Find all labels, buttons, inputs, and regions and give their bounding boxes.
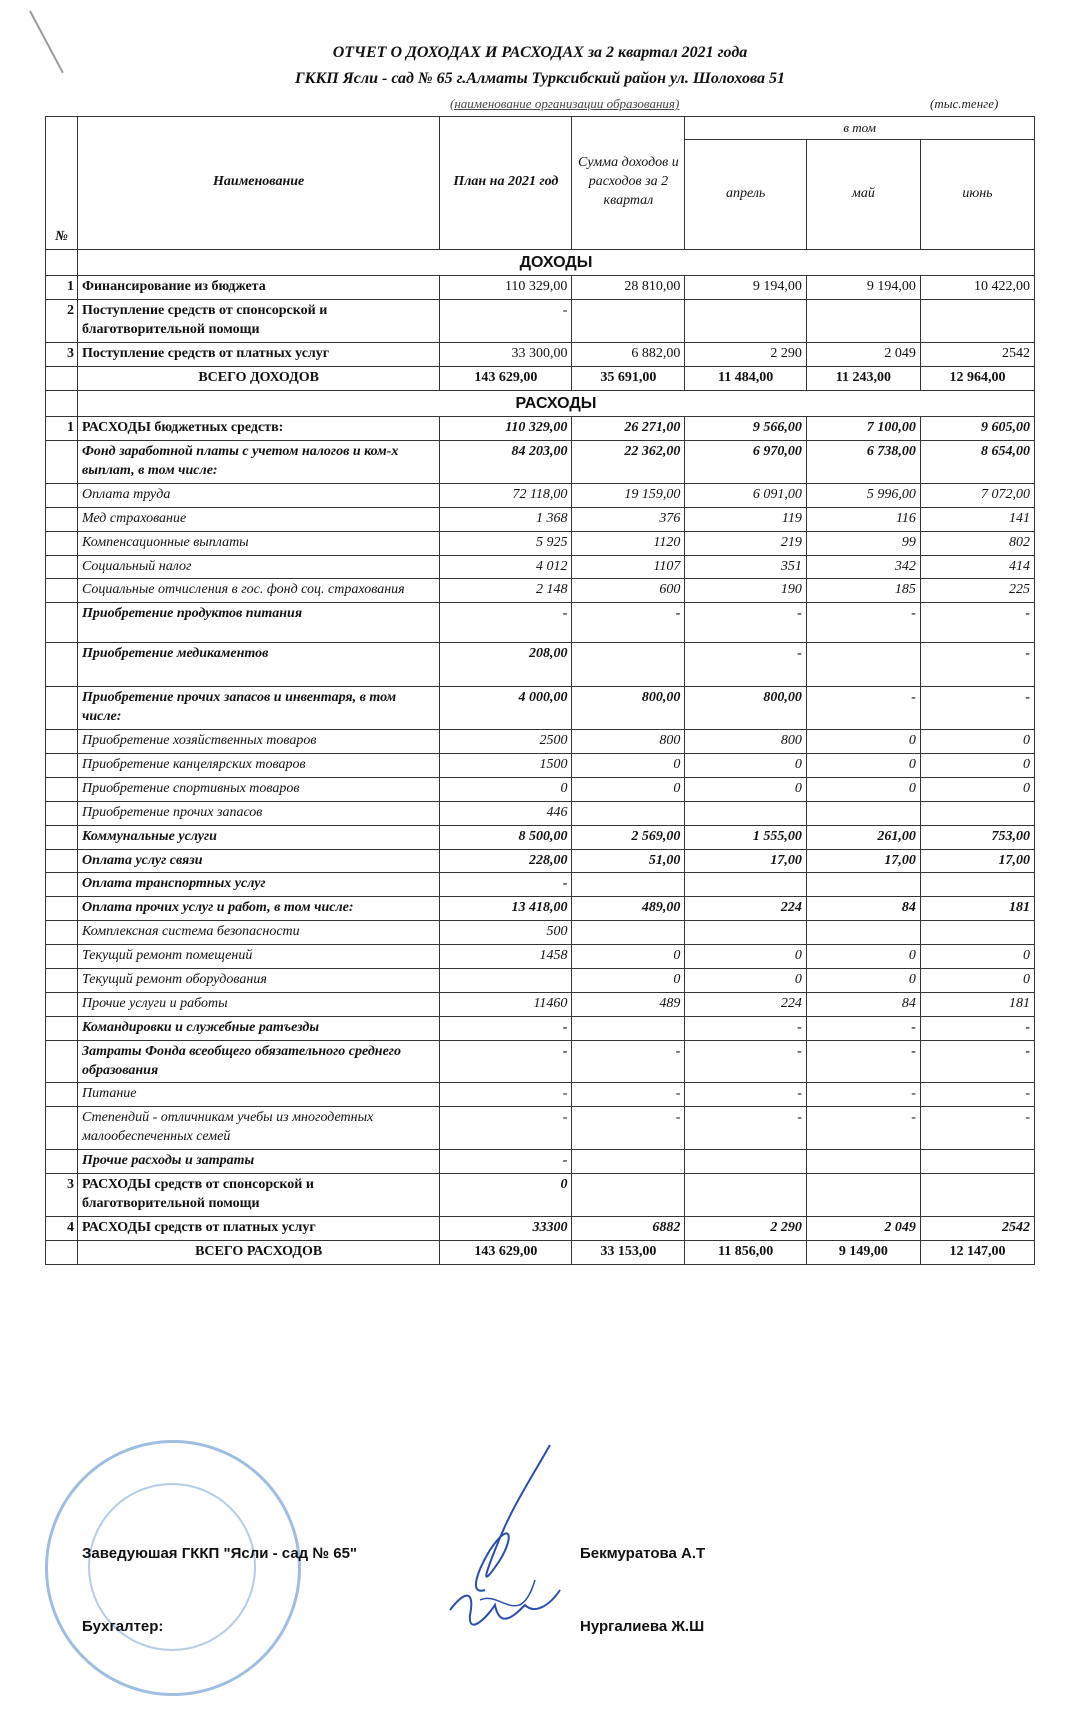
row-number [46,897,78,921]
cell-jun: - [920,687,1034,730]
row-number [46,921,78,945]
cell-jun: 8 654,00 [920,441,1034,484]
cell-may: 185 [806,579,920,603]
row-number [46,643,78,687]
row-number [46,441,78,484]
row-name: Прочие услуги и работы [77,992,439,1016]
cell-plan: 33300 [440,1216,572,1240]
cell-apr: - [685,603,806,643]
row-number [46,579,78,603]
official-stamp [45,1440,301,1696]
cell-sum: 6882 [572,1216,685,1240]
table-row [46,643,1035,687]
row-number: 3 [46,1174,78,1217]
row-number: 1 [46,417,78,441]
table-row [46,1016,1035,1040]
cell-plan: - [440,1016,572,1040]
cell-jun: 225 [920,579,1034,603]
row-number [46,1040,78,1083]
table-row [46,531,1035,555]
cell-apr: 1 555,00 [685,825,806,849]
col-header-incl: в том [685,117,1035,140]
cell-jun: 0 [920,753,1034,777]
cell-may [806,921,920,945]
row-number [46,687,78,730]
cell-sum [572,300,685,343]
table-row [46,300,1035,343]
cell-plan: 5 925 [440,531,572,555]
row-name: Приобретение продуктов питания [77,603,439,643]
cell-may [806,300,920,343]
table-row [46,730,1035,754]
cell-plan [440,969,572,993]
table-row [46,1107,1035,1150]
cell-jun: - [920,1083,1034,1107]
row-name: Текущий ремонт оборудования [77,969,439,993]
table-row [46,276,1035,300]
report-table [45,116,1035,1265]
col-header-june: июнь [920,139,1034,249]
cell-may: 0 [806,777,920,801]
cell-may: 261,00 [806,825,920,849]
total-label: ВСЕГО ДОХОДОВ [77,366,439,390]
row-name: Социальные отчисления в гос. фонд соц. страхования [77,579,439,603]
cell-apr: 0 [685,969,806,993]
cell-jun: 802 [920,531,1034,555]
blank-cell [46,249,78,276]
table-row [46,849,1035,873]
row-number [46,873,78,897]
col-header-no: № [46,117,78,250]
row-number [46,753,78,777]
cell-sum: 0 [572,777,685,801]
table-row [46,945,1035,969]
row-name: Командировки и служебные ратъезды [77,1016,439,1040]
table-row [46,603,1035,643]
accountant-name: Нургалиева Ж.Ш [580,1618,705,1635]
row-name: Коммунальные услуги [77,825,439,849]
row-name: Приобретение прочих запасов и инвентаря, в том числе: [77,687,439,730]
cell-plan: 33 300,00 [440,342,572,366]
blank-cell [46,366,78,390]
cell-sum: 600 [572,579,685,603]
cell-may: 5 996,00 [806,483,920,507]
row-name: РАСХОДЫ бюджетных средств: [77,417,439,441]
cell-may: - [806,1107,920,1150]
col-header-may: май [806,139,920,249]
cell-apr: - [685,1083,806,1107]
total-plan: 143 629,00 [440,1240,572,1264]
cell-apr: 219 [685,531,806,555]
cell-may: 7 100,00 [806,417,920,441]
cell-plan: 13 418,00 [440,897,572,921]
cell-sum [572,873,685,897]
cell-jun: 0 [920,730,1034,754]
row-name: Прочие расходы и затраты [77,1150,439,1174]
table-row [46,342,1035,366]
cell-sum: - [572,1083,685,1107]
cell-may: 17,00 [806,849,920,873]
cell-apr: 224 [685,992,806,1016]
cell-apr [685,300,806,343]
cell-jun: 7 072,00 [920,483,1034,507]
row-number: 4 [46,1216,78,1240]
cell-sum: 6 882,00 [572,342,685,366]
cell-jun: 2542 [920,342,1034,366]
row-name: Финансирование из бюджета [77,276,439,300]
cell-apr: 17,00 [685,849,806,873]
cell-apr [685,801,806,825]
row-name: Приобретение медикаментов [77,643,439,687]
total-sum: 33 153,00 [572,1240,685,1264]
cell-may: 0 [806,753,920,777]
cell-sum: 489,00 [572,897,685,921]
cell-jun: 17,00 [920,849,1034,873]
table-row [46,801,1035,825]
cell-sum [572,1016,685,1040]
row-number [46,1150,78,1174]
blank-cell [46,1240,78,1264]
cell-apr: 0 [685,753,806,777]
cell-apr [685,873,806,897]
cell-plan: 446 [440,801,572,825]
cell-apr: 2 290 [685,1216,806,1240]
cell-jun: 0 [920,777,1034,801]
row-name: Социальный налог [77,555,439,579]
cell-may: 2 049 [806,1216,920,1240]
organization-caption: (наименование организации образования) [450,96,680,111]
section-income: ДОХОДЫ [77,249,1034,276]
cell-plan: 208,00 [440,643,572,687]
row-number [46,825,78,849]
cell-may: - [806,1016,920,1040]
cell-jun: - [920,643,1034,687]
row-number [46,969,78,993]
cell-apr: 119 [685,507,806,531]
cell-may [806,1174,920,1217]
report-title: ОТЧЕТ О ДОХОДАХ И РАСХОДАХ за 2 квартал 2021 года [332,44,748,61]
table-row [46,1150,1035,1174]
table-row [46,555,1035,579]
row-name: Комплексная система безопасности [77,921,439,945]
cell-may: - [806,1040,920,1083]
cell-plan: 0 [440,777,572,801]
cell-plan: 500 [440,921,572,945]
cell-plan: - [440,1040,572,1083]
cell-sum: 0 [572,753,685,777]
row-name: Оплата услуг связи [77,849,439,873]
cell-may: - [806,603,920,643]
row-name: Приобретение канцелярских товаров [77,753,439,777]
cell-may [806,643,920,687]
cell-jun [920,921,1034,945]
cell-jun: 9 605,00 [920,417,1034,441]
cell-sum: - [572,1040,685,1083]
cell-jun: 181 [920,992,1034,1016]
cell-jun [920,801,1034,825]
cell-may: 0 [806,730,920,754]
cell-may [806,1150,920,1174]
cell-jun: 10 422,00 [920,276,1034,300]
cell-may [806,801,920,825]
total-may: 9 149,00 [806,1240,920,1264]
cell-jun: 0 [920,945,1034,969]
cell-plan: 1 368 [440,507,572,531]
row-number [46,777,78,801]
cell-apr [685,1150,806,1174]
cell-apr: 800 [685,730,806,754]
row-name: Поступление средств от платных услуг [77,342,439,366]
cell-sum: 28 810,00 [572,276,685,300]
cell-plan: - [440,873,572,897]
cell-sum: 19 159,00 [572,483,685,507]
cell-plan: 4 012 [440,555,572,579]
cell-sum [572,921,685,945]
cell-apr: 0 [685,945,806,969]
report-table-body [46,249,1035,1264]
row-number: 1 [46,276,78,300]
cell-apr: - [685,1016,806,1040]
cell-apr: 9 566,00 [685,417,806,441]
row-number [46,992,78,1016]
row-number [46,1016,78,1040]
total-sum: 35 691,00 [572,366,685,390]
total-label: ВСЕГО РАСХОДОВ [77,1240,439,1264]
col-header-plan: План на 2021 год [440,117,572,250]
section-expense-row [46,390,1035,417]
cell-apr: 9 194,00 [685,276,806,300]
cell-jun: 2542 [920,1216,1034,1240]
col-header-sum: Сумма доходов и расходов за 2 квартал [572,117,685,250]
cell-jun [920,1174,1034,1217]
total-plan: 143 629,00 [440,366,572,390]
cell-jun: 414 [920,555,1034,579]
row-name: Текущий ремонт помещений [77,945,439,969]
cell-apr: 0 [685,777,806,801]
cell-may: 84 [806,992,920,1016]
cell-plan: 2 148 [440,579,572,603]
cell-jun: 141 [920,507,1034,531]
cell-apr: - [685,643,806,687]
total-jun: 12 964,00 [920,366,1034,390]
cell-apr: 6 091,00 [685,483,806,507]
cell-sum [572,801,685,825]
head-label: Заведуюшая ГККП "Ясли - сад № 65" [82,1545,358,1562]
cell-may: - [806,687,920,730]
cell-sum: 51,00 [572,849,685,873]
row-name: РАСХОДЫ средств от платных услуг [77,1216,439,1240]
table-row [46,897,1035,921]
cell-may: 9 194,00 [806,276,920,300]
cell-apr: - [685,1107,806,1150]
cell-plan: - [440,603,572,643]
cell-sum: 489 [572,992,685,1016]
table-row [46,969,1035,993]
cell-jun [920,300,1034,343]
cell-plan: - [440,1107,572,1150]
table-row [46,873,1035,897]
col-header-name: Наименование [77,117,439,250]
cell-jun [920,873,1034,897]
cell-sum: 0 [572,945,685,969]
cell-apr: 224 [685,897,806,921]
cell-jun: 0 [920,969,1034,993]
row-number [46,483,78,507]
row-name: Затраты Фонда всеобщего обязательного среднего образования [77,1040,439,1083]
cell-may: 116 [806,507,920,531]
cell-apr: 190 [685,579,806,603]
table-row [46,417,1035,441]
cell-sum [572,643,685,687]
cell-jun: - [920,1016,1034,1040]
currency-unit: (тыс.тенге) [930,96,999,111]
cell-jun: 181 [920,897,1034,921]
expense-total-row [46,1240,1035,1264]
row-name: Мед страхование [77,507,439,531]
total-jun: 12 147,00 [920,1240,1034,1264]
cell-apr [685,1174,806,1217]
cell-may: 0 [806,945,920,969]
row-number [46,849,78,873]
income-total-row [46,366,1035,390]
row-number [46,507,78,531]
cell-plan: 110 329,00 [440,276,572,300]
cell-plan: 4 000,00 [440,687,572,730]
cell-sum: 800,00 [572,687,685,730]
cell-plan: 2500 [440,730,572,754]
row-name: Степендий - отличникам учебы из многодетных малообеспеченных семей [77,1107,439,1150]
cell-may [806,873,920,897]
cell-sum: 2 569,00 [572,825,685,849]
row-name: РАСХОДЫ средств от спонсорской и благотворительной помощи [77,1174,439,1217]
cell-sum: 26 271,00 [572,417,685,441]
table-row [46,687,1035,730]
cell-may: 0 [806,969,920,993]
cell-may: 84 [806,897,920,921]
cell-apr: 351 [685,555,806,579]
total-apr: 11 484,00 [685,366,806,390]
col-header-april: апрель [685,139,806,249]
row-name: Оплата прочих услуг и работ, в том числе: [77,897,439,921]
cell-apr: 2 290 [685,342,806,366]
cell-may: 99 [806,531,920,555]
cell-jun: - [920,603,1034,643]
row-number: 3 [46,342,78,366]
row-name: Фонд заработной платы с учетом налогов и ком-х выплат, в том числе: [77,441,439,484]
cell-jun: - [920,1107,1034,1150]
table-row [46,1083,1035,1107]
row-number [46,531,78,555]
cell-sum [572,1150,685,1174]
row-name: Приобретение прочих запасов [77,801,439,825]
cell-sum: - [572,1107,685,1150]
row-name: Приобретение хозяйственных товаров [77,730,439,754]
accountant-label: Бухгалтер: [82,1618,164,1635]
table-row [46,992,1035,1016]
cell-sum: 376 [572,507,685,531]
row-name: Поступление средств от спонсорской и благотворительной помощи [77,300,439,343]
cell-plan: 72 118,00 [440,483,572,507]
section-expense: РАСХОДЫ [77,390,1034,417]
cell-plan: 110 329,00 [440,417,572,441]
row-name: Питание [77,1083,439,1107]
row-name: Оплата транспортных услуг [77,873,439,897]
total-apr: 11 856,00 [685,1240,806,1264]
cell-may: 6 738,00 [806,441,920,484]
cell-plan: 84 203,00 [440,441,572,484]
cell-sum [572,1174,685,1217]
table-row [46,507,1035,531]
cell-plan: 8 500,00 [440,825,572,849]
row-name: Оплата труда [77,483,439,507]
cell-apr: 800,00 [685,687,806,730]
handwritten-signature [440,1440,590,1670]
cell-jun [920,1150,1034,1174]
row-number [46,1107,78,1150]
cell-sum: 1120 [572,531,685,555]
table-row [46,777,1035,801]
cell-plan: 0 [440,1174,572,1217]
cell-sum: 22 362,00 [572,441,685,484]
cell-may: 2 049 [806,342,920,366]
cell-plan: 11460 [440,992,572,1016]
row-name: Приобретение спортивных товаров [77,777,439,801]
head-name: Бекмуратова А.Т [580,1545,706,1562]
cell-sum: 1107 [572,555,685,579]
table-row [46,1216,1035,1240]
cell-plan: 228,00 [440,849,572,873]
cell-plan: - [440,300,572,343]
row-number [46,603,78,643]
cell-sum: 0 [572,969,685,993]
cell-jun: 753,00 [920,825,1034,849]
cell-may: - [806,1083,920,1107]
cell-plan: 1458 [440,945,572,969]
table-row [46,921,1035,945]
cell-plan: - [440,1083,572,1107]
cell-sum: 800 [572,730,685,754]
table-row [46,825,1035,849]
table-row [46,483,1035,507]
table-row [46,441,1035,484]
organization-title: ГККП Ясли - сад № 65 г.Алматы Турксибский район ул. Шолохова 51 [294,70,786,87]
cell-sum: - [572,603,685,643]
cell-jun: - [920,1040,1034,1083]
row-number [46,945,78,969]
blank-cell [46,390,78,417]
table-row [46,753,1035,777]
cell-apr: - [685,1040,806,1083]
table-row [46,1174,1035,1217]
row-name: Компенсационные выплаты [77,531,439,555]
row-number [46,555,78,579]
row-number [46,1083,78,1107]
table-row [46,579,1035,603]
section-income-row [46,249,1035,276]
scan-artifact-line [29,11,64,74]
row-number [46,801,78,825]
cell-plan: - [440,1150,572,1174]
cell-apr [685,921,806,945]
cell-plan: 1500 [440,753,572,777]
table-row [46,1040,1035,1083]
row-number: 2 [46,300,78,343]
cell-apr: 6 970,00 [685,441,806,484]
total-may: 11 243,00 [806,366,920,390]
cell-may: 342 [806,555,920,579]
row-number [46,730,78,754]
